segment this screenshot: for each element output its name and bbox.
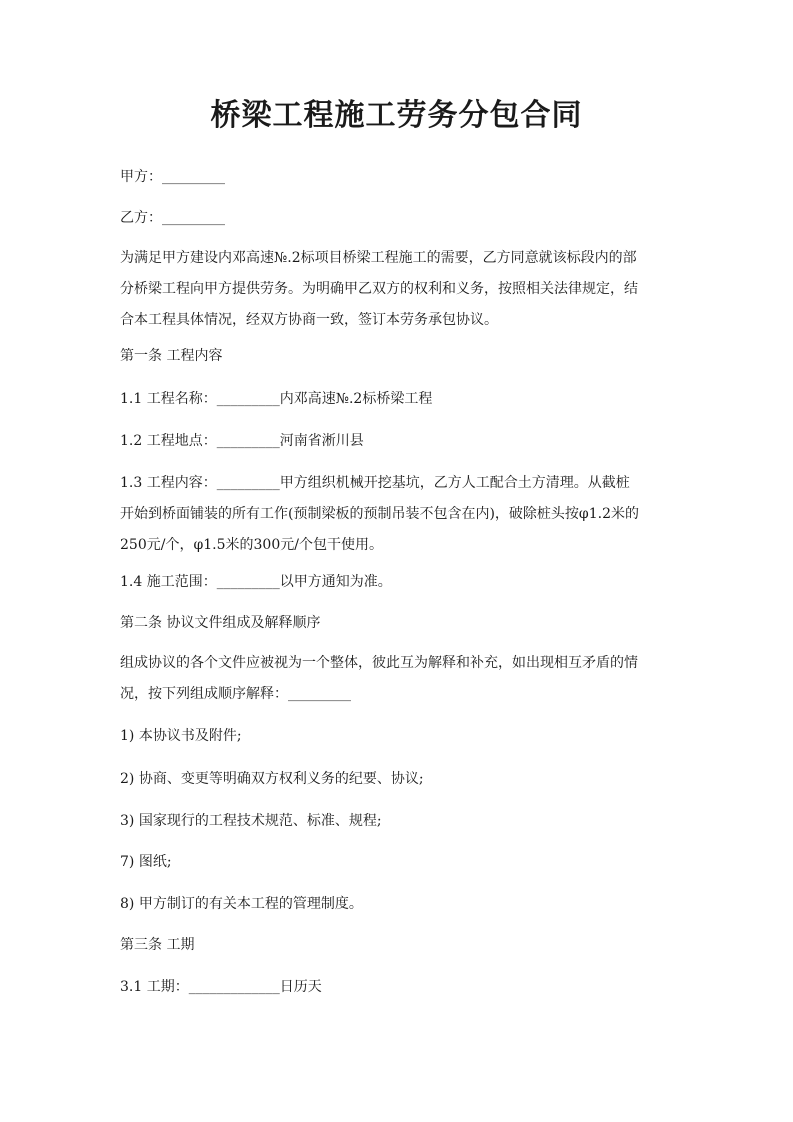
article-2-intro-line: 况，按下列组成顺序解释：_________ [120,686,351,702]
item-3-1: 3.1 工期：_____________日历天 [120,979,322,995]
article-2-intro [120,648,678,710]
item-1-3-line: 1.3 工程内容：_________甲方组织机械开挖基坑，乙方人工配合土方清理。从截桩 [120,475,630,491]
item-1-3-line: 开始到桥面铺装的所有工作(预制梁板的预制吊装不包含在内)，破除桩头按φ1.2米的 [120,506,639,522]
item-1-1: 1.1 工程名称：_________内邓高速№.2标桥梁工程 [120,391,433,407]
article-2-intro-line: 组成协议的各个文件应被视为一个整体，彼此互为解释和补充，如出现相互矛盾的情 [120,655,638,671]
item-1-3-line: 250元/个，φ1.5米的300元/个包干使用。 [120,537,383,553]
intro-line: 为满足甲方建设内邓高速№.2标项目桥梁工程施工的需要，乙方同意就该标段内的部 [120,250,637,266]
document-title: 桥梁工程施工劳务分包合同 [210,98,583,133]
article-2-heading: 第二条 协议文件组成及解释顺序 [120,615,321,631]
party-b-line: 乙方：_________ [120,210,225,226]
intro-line: 分桥梁工程向甲方提供劳务。为明确甲乙双方的权利和义务，按照相关法律规定，结 [120,281,638,297]
list-item: 2) 协商、变更等明确双方权利义务的纪要、协议; [120,771,424,787]
article-1-heading: 第一条 工程内容 [120,348,223,364]
article-3-heading: 第三条 工期 [120,937,195,953]
intro-line: 合本工程具体情况，经双方协商一致，签订本劳务承包协议。 [120,312,498,328]
party-a-line: 甲方：_________ [120,169,225,185]
item-1-4: 1.4 施工范围：_________以甲方通知为准。 [120,574,392,590]
intro-paragraph [120,243,678,336]
list-item: 7) 图纸; [120,854,172,870]
item-1-2: 1.2 工程地点：_________河南省淅川县 [120,433,364,449]
list-item: 1) 本协议书及附件; [120,728,242,744]
list-item: 8) 甲方制订的有关本工程的管理制度。 [120,896,363,912]
list-item: 3) 国家现行的工程技术规范、标准、规程; [120,813,382,829]
item-1-3 [120,468,678,561]
